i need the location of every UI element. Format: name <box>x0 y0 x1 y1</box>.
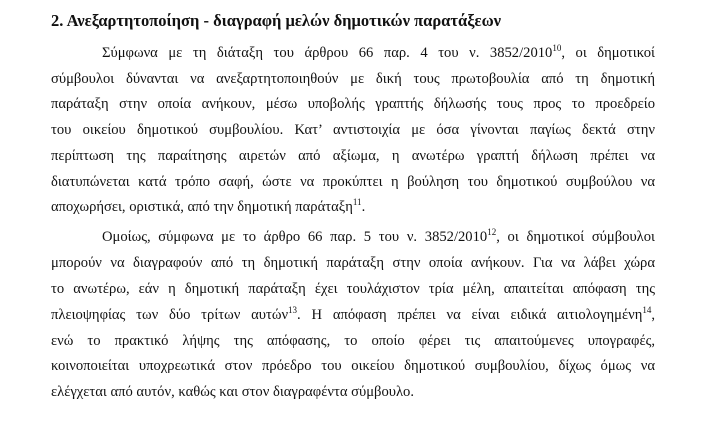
text: , οι δημοτικοί σύμβουλοι <box>496 229 655 245</box>
paragraph-2-line-5: ενώ το πρακτικό λήψης της απόφασης, το οποίο φέρει τις απαιτούμενες υπογραφές, <box>51 333 655 349</box>
footnote-ref-14[interactable]: 14 <box>642 305 652 316</box>
text: . <box>361 199 366 215</box>
footnote-ref-11[interactable]: 11 <box>352 197 362 208</box>
section-heading: 2. Ανεξαρτητοποίηση - διαγραφή μελών δημοτικών παρατάξεων <box>51 11 502 30</box>
text: , <box>651 307 655 323</box>
paragraph-1-line-6: διατυπώνεται κατά τρόπο σαφή, ώστε να προκύπτει η βούληση του δημοτικού συμβούλου να <box>51 174 655 190</box>
paragraph-1-line-7 <box>51 197 655 217</box>
footnote-ref-13[interactable]: 13 <box>288 305 298 316</box>
text: Σύμφωνα με τη διάταξη του άρθρου 66 παρ. 4 του ν. 3852/2010 <box>102 45 553 61</box>
text: . Η απόφαση πρέπει να είναι ειδικά αιτιολογημένη <box>297 307 643 323</box>
text: πλειοψηφίας των δύο τρίτων αυτών <box>51 307 289 323</box>
paragraph-1-line-3: παράταξη στην οποία ανήκουν, μέσω υποβολής γραπτής δήλωσής τους προς το προεδρείο <box>51 96 655 112</box>
paragraph-1-line-2: σύμβουλοι δύνανται να ανεξαρτητοποιηθούν με δική τους πρωτοβουλία από τη δημοτική <box>51 71 655 87</box>
text: Ομοίως, σύμφωνα με το άρθρο 66 παρ. 5 του ν. 3852/2010 <box>102 229 488 245</box>
text: , οι δημοτικοί <box>561 45 655 61</box>
footnote-ref-12[interactable]: 12 <box>487 227 497 238</box>
footnote-ref-10[interactable]: 10 <box>552 43 562 54</box>
paragraph-2-line-3: το ανωτέρω, εάν η δημοτική παράταξη έχει τουλάχιστον τρία μέλη, απαιτείται απόφαση της <box>51 281 655 297</box>
paragraph-2-line-6: κοινοποιείται υποχρεωτικά στον πρόεδρο του οικείου δημοτικού συμβουλίου, δίχως όμως να <box>51 358 655 374</box>
text: αποχωρήσει, οριστικά, από την δημοτική παράταξη <box>51 199 353 215</box>
paragraph-2-line-2: μπορούν να διαγραφούν από τη δημοτική παράταξη στην οποία ανήκουν. Για να λάβει χώρα <box>51 255 655 271</box>
paragraph-2-line-1 <box>102 227 655 247</box>
paragraph-1-line-4: του οικείου δημοτικού συμβουλίου. Κατ’ αντιστοιχία με όσα γίνονται παγίως δεκτά στην <box>51 122 655 138</box>
paragraph-1-line-5: περίπτωση της παραίτησης αιρετών από αξίωμα, η ανωτέρω γραπτή δήλωση πρέπει να <box>51 148 655 164</box>
paragraph-2-line-4 <box>51 305 655 325</box>
paragraph-2-line-7: ελέγχεται από αυτόν, καθώς και στον διαγραφέντα σύμβουλο. <box>51 384 414 400</box>
paragraph-1-line-1 <box>102 43 655 63</box>
